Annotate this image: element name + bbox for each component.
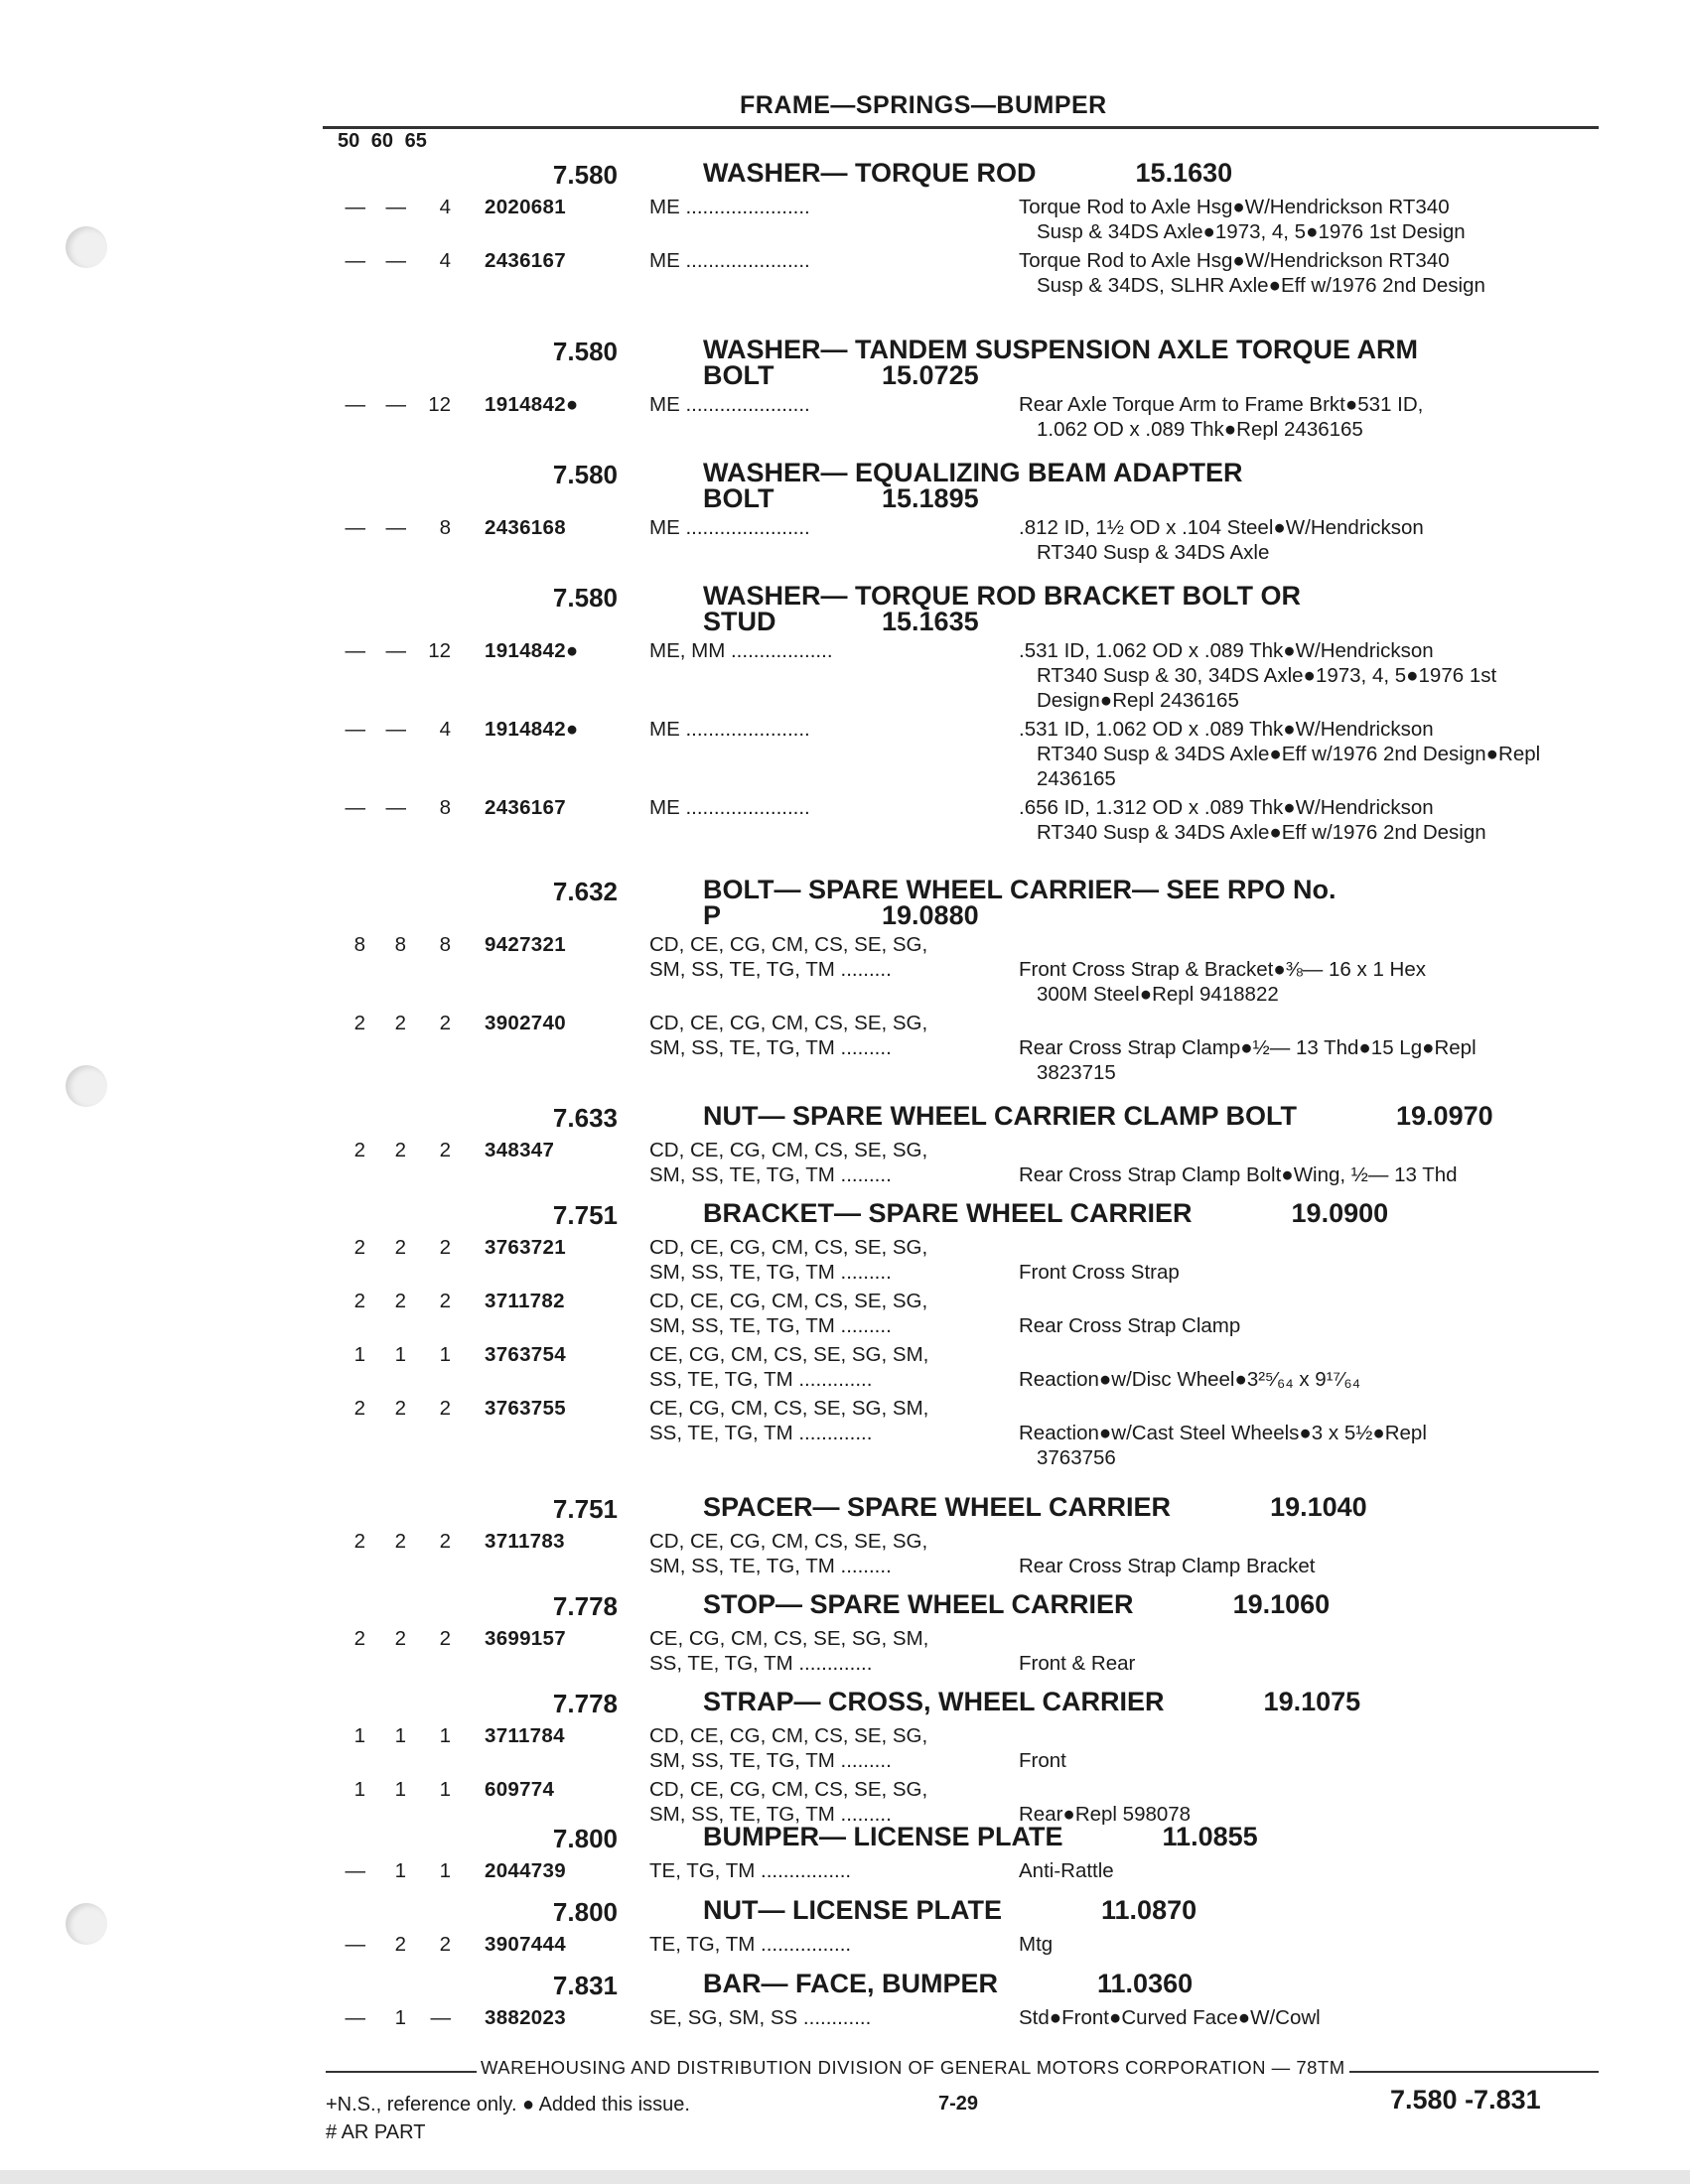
part-description: [1019, 1396, 1585, 1470]
illustration-reference: 19.1075: [1263, 1687, 1361, 1716]
part-number: 2020681: [485, 196, 566, 218]
section-title: [703, 458, 1557, 511]
illustration-reference: 19.0900: [1291, 1198, 1389, 1228]
group-number: 7.778: [552, 1689, 618, 1718]
model-codes: ME ......................: [649, 393, 810, 416]
description-line: Rear●Repl 598078: [1019, 1803, 1192, 1826]
qty-1965: —: [430, 2006, 451, 2029]
model-codes: ME ......................: [649, 249, 810, 272]
footer-rule-right: [1349, 2070, 1599, 2073]
part-row: [0, 1289, 1690, 1338]
part-number: 9427321: [485, 933, 566, 956]
group-number: 7.632: [552, 877, 618, 906]
qty-1950: —: [345, 2006, 365, 2029]
model-codes: ME, MM ..................: [649, 639, 833, 662]
model-codes: ME ......................: [649, 796, 810, 819]
qty-1960: 8: [394, 933, 406, 956]
qty-1965: 1: [439, 1859, 451, 1882]
section-heading: [0, 1822, 1690, 1854]
qty-1950: —: [345, 196, 365, 218]
part-row: [0, 195, 1690, 244]
catalog-section: [0, 454, 1690, 565]
part-number: 3711784: [485, 1724, 565, 1747]
qty-1965: 12: [428, 639, 451, 662]
part-description: [1019, 2005, 1585, 2030]
section-title: [703, 875, 1557, 928]
qty-1960: —: [385, 796, 406, 819]
qty-1960: —: [385, 639, 406, 662]
part-number: 3763754: [485, 1343, 566, 1366]
qty-1965: 2: [439, 1139, 451, 1161]
catalog-section: [0, 871, 1690, 1085]
legend-line-1: +N.S., reference only. ● Added this issue.: [326, 2094, 690, 2116]
catalog-section: [0, 1965, 1690, 2030]
legend-line-2: # AR PART: [326, 2121, 426, 2143]
group-number: 7.633: [552, 1103, 618, 1133]
qty-1960: —: [385, 393, 406, 416]
part-row: [0, 2005, 1690, 2030]
part-description: [1019, 1529, 1585, 1578]
group-number: 7.751: [552, 1200, 618, 1230]
qty-1965: 2: [439, 1627, 451, 1650]
part-number: 3763721: [485, 1236, 566, 1259]
model-codes: CD, CE, CG, CM, CS, SE, SG, SM, SS, TE, TG, TM .........: [649, 1236, 928, 1284]
model-codes: ME ......................: [649, 718, 810, 741]
part-number: 1914842●: [485, 639, 579, 662]
description-continuation: 300M Steel●Repl 9418822: [1037, 983, 1279, 1006]
qty-1950: 2: [353, 1290, 365, 1312]
section-title: [703, 1101, 1557, 1129]
section-title-text: WASHER— TORQUE ROD BRACKET BOLT OR: [703, 581, 1302, 611]
catalog-section: [0, 1683, 1690, 1827]
part-description: [1019, 795, 1585, 845]
qty-1960: 1: [394, 2006, 406, 2029]
part-row: [0, 1858, 1690, 1883]
part-description: [1019, 1011, 1585, 1085]
section-heading: [0, 1895, 1690, 1928]
catalog-section: [0, 1097, 1690, 1187]
description-continuation: RT340 Susp & 34DS Axle●Eff w/1976 2nd Design●Repl 2436165: [1037, 743, 1541, 790]
catalog-section: [0, 154, 1690, 298]
group-number: 7.580: [552, 337, 618, 366]
section-title: [703, 1198, 1557, 1226]
catalog-section: [0, 1891, 1690, 1957]
qty-1960: 1: [394, 1724, 406, 1747]
illustration-reference: 11.0855: [1162, 1822, 1258, 1851]
section-heading: [0, 1492, 1690, 1525]
description-line: Torque Rod to Axle Hsg●W/Hendrickson RT340: [1019, 249, 1450, 272]
part-description: [1019, 515, 1585, 565]
description-line: Reaction●w/Disc Wheel●3²⁵⁄₆₄ x 9¹⁷⁄₆₄: [1019, 1368, 1360, 1391]
section-title: [703, 1589, 1557, 1617]
section-title-text: WASHER— EQUALIZING BEAM ADAPTER: [703, 458, 1243, 487]
part-description: [1019, 1932, 1585, 1957]
group-number: 7.800: [552, 1824, 618, 1853]
page-title: FRAME—SPRINGS—BUMPER: [740, 91, 1107, 119]
section-title-text: BOLT— SPARE WHEEL CARRIER— SEE RPO No.: [703, 875, 1337, 904]
group-number: 7.778: [552, 1591, 618, 1621]
part-description: [1019, 195, 1585, 244]
description-continuation: 3763756: [1037, 1446, 1116, 1469]
description-continuation: 3823715: [1037, 1061, 1116, 1084]
description-line: Std●Front●Curved Face●W/Cowl: [1019, 2006, 1321, 2029]
part-description: [1019, 717, 1585, 791]
qty-1960: 2: [394, 1012, 406, 1034]
part-row: [0, 1723, 1690, 1773]
section-title: [703, 1895, 1557, 1923]
section-title-text: WASHER— TANDEM SUSPENSION AXLE TORQUE ARM: [703, 335, 1419, 364]
catalog-section: [0, 1818, 1690, 1883]
qty-1960: 2: [394, 1290, 406, 1312]
section-title-text-continued: BOLT: [703, 483, 775, 513]
part-number: 2436167: [485, 249, 566, 272]
part-description: [1019, 1342, 1585, 1392]
part-description: [1019, 1235, 1585, 1285]
section-heading: [0, 1101, 1690, 1134]
part-row: [0, 515, 1690, 565]
part-number: 2436167: [485, 796, 566, 819]
footer-division-line: [326, 2057, 1599, 2079]
description-line: Rear Cross Strap Clamp Bolt●Wing, ½— 13 Thd: [1019, 1163, 1458, 1186]
part-row: [0, 795, 1690, 845]
model-codes: TE, TG, TM ................: [649, 1859, 852, 1882]
description-continuation: RT340 Susp & 34DS Axle: [1037, 541, 1270, 564]
description-continuation: 1.062 OD x .089 Thk●Repl 2436165: [1037, 418, 1363, 441]
qty-1950: 1: [353, 1724, 365, 1747]
qty-1950: 2: [353, 1530, 365, 1553]
description-line: Front: [1019, 1749, 1066, 1772]
qty-1965: 2: [439, 1933, 451, 1956]
part-description: [1019, 932, 1585, 1007]
illustration-reference: 19.0970: [1396, 1101, 1493, 1131]
qty-1960: 1: [394, 1343, 406, 1366]
section-title-text: NUT— SPARE WHEEL CARRIER CLAMP BOLT: [703, 1101, 1298, 1131]
part-description: [1019, 392, 1585, 442]
qty-1950: 8: [353, 933, 365, 956]
qty-1950: —: [345, 1933, 365, 1956]
part-number: 2044739: [485, 1859, 566, 1882]
qty-1965: 8: [439, 933, 451, 956]
page-edge: [0, 2170, 1690, 2184]
description-line: Rear Cross Strap Clamp●½— 13 Thd●15 Lg●Repl: [1019, 1036, 1477, 1059]
qty-1965: 1: [439, 1343, 451, 1366]
part-number: 3882023: [485, 2006, 566, 2029]
section-heading: [0, 335, 1690, 388]
catalog-section: [0, 577, 1690, 845]
qty-1965: 1: [439, 1724, 451, 1747]
qty-1965: 2: [439, 1290, 451, 1312]
year-column-headers: 50 60 65: [338, 130, 427, 152]
model-codes: CE, CG, CM, CS, SE, SG, SM, SS, TE, TG, TM .............: [649, 1627, 929, 1675]
qty-1950: —: [345, 1859, 365, 1882]
illustration-reference: 15.1895: [882, 483, 979, 513]
qty-1950: —: [345, 718, 365, 741]
catalog-section: [0, 1194, 1690, 1470]
footer-legend: [326, 2091, 690, 2146]
qty-1950: 2: [353, 1012, 365, 1034]
qty-1960: 2: [394, 1627, 406, 1650]
description-line: .531 ID, 1.062 OD x .089 Thk●W/Hendrickson: [1019, 639, 1434, 662]
catalog-section: [0, 1488, 1690, 1578]
part-description: [1019, 1626, 1585, 1676]
description-line: Front & Rear: [1019, 1652, 1136, 1675]
model-codes: CD, CE, CG, CM, CS, SE, SG, SM, SS, TE, TG, TM .........: [649, 1012, 928, 1059]
section-title-text: BAR— FACE, BUMPER: [703, 1969, 999, 1998]
qty-1950: 2: [353, 1236, 365, 1259]
group-number: 7.831: [552, 1971, 618, 2000]
description-line: Mtg: [1019, 1933, 1054, 1956]
model-codes: ME ......................: [649, 196, 810, 218]
qty-1960: —: [385, 718, 406, 741]
section-title-text: STOP— SPARE WHEEL CARRIER: [703, 1589, 1134, 1619]
part-description: [1019, 1138, 1585, 1187]
section-title: [703, 1822, 1557, 1849]
qty-1960: —: [385, 196, 406, 218]
qty-1965: 2: [439, 1012, 451, 1034]
section-title: [703, 1687, 1557, 1714]
group-number: 7.800: [552, 1897, 618, 1927]
illustration-reference: 11.0360: [1097, 1969, 1194, 1998]
section-title-text: SPACER— SPARE WHEEL CARRIER: [703, 1492, 1172, 1522]
description-line: Torque Rod to Axle Hsg●W/Hendrickson RT340: [1019, 196, 1450, 218]
qty-1960: 2: [394, 1530, 406, 1553]
header-rule: [323, 126, 1599, 129]
part-number: 1914842●: [485, 718, 579, 741]
part-row: [0, 1342, 1690, 1392]
part-number: 3763755: [485, 1397, 566, 1420]
section-heading: [0, 1969, 1690, 2001]
part-row: [0, 638, 1690, 713]
part-row: [0, 1011, 1690, 1085]
part-row: [0, 932, 1690, 1007]
part-description: [1019, 638, 1585, 713]
section-title-text: BRACKET— SPARE WHEEL CARRIER: [703, 1198, 1193, 1228]
section-heading: [0, 458, 1690, 511]
part-row: [0, 1529, 1690, 1578]
model-codes: TE, TG, TM ................: [649, 1933, 852, 1956]
description-line: Anti-Rattle: [1019, 1859, 1114, 1882]
section-heading: [0, 158, 1690, 191]
footer-rule-left: [326, 2070, 477, 2073]
part-row: [0, 1626, 1690, 1676]
description-line: Front Cross Strap & Bracket●⅜— 16 x 1 Hex: [1019, 958, 1426, 981]
section-heading: [0, 1198, 1690, 1231]
part-description: [1019, 1723, 1585, 1773]
section-title-text: STRAP— CROSS, WHEEL CARRIER: [703, 1687, 1165, 1716]
group-number: 7.580: [552, 460, 618, 489]
group-number: 7.580: [552, 583, 618, 613]
qty-1960: 1: [394, 1859, 406, 1882]
description-line: .656 ID, 1.312 OD x .089 Thk●W/Hendrickson: [1019, 796, 1434, 819]
model-codes: CD, CE, CG, CM, CS, SE, SG, SM, SS, TE, TG, TM .........: [649, 1778, 928, 1826]
qty-1950: —: [345, 249, 365, 272]
section-title: [703, 158, 1557, 186]
section-title-text-continued: P: [703, 900, 722, 930]
part-row: [0, 1235, 1690, 1285]
section-title-text: NUT— LICENSE PLATE: [703, 1895, 1003, 1925]
description-continuation: Susp & 34DS Axle●1973, 4, 5●1976 1st Design: [1037, 220, 1466, 243]
part-description: [1019, 248, 1585, 298]
part-row: [0, 1932, 1690, 1957]
catalog-section: [0, 331, 1690, 442]
qty-1950: —: [345, 393, 365, 416]
qty-1965: 4: [439, 718, 451, 741]
section-heading: [0, 581, 1690, 634]
model-codes: SE, SG, SM, SS ............: [649, 2006, 872, 2029]
qty-1965: 4: [439, 249, 451, 272]
section-title: [703, 335, 1557, 388]
page-number: 7-29: [938, 2093, 979, 2115]
model-codes: CD, CE, CG, CM, CS, SE, SG, SM, SS, TE, TG, TM .........: [649, 933, 928, 981]
section-title-text-continued: BOLT: [703, 360, 775, 390]
group-range: 7.580 -7.831: [1390, 2085, 1541, 2115]
model-codes: CD, CE, CG, CM, CS, SE, SG, SM, SS, TE, TG, TM .........: [649, 1724, 928, 1772]
footer-division-text: WAREHOUSING AND DISTRIBUTION DIVISION OF GENERAL MOTORS CORPORATION — 78TM: [481, 2057, 1345, 2078]
qty-1950: 1: [353, 1343, 365, 1366]
section-title: [703, 1492, 1557, 1520]
description-continuation: RT340 Susp & 34DS Axle●Eff w/1976 2nd Design: [1037, 821, 1486, 844]
section-title-text: WASHER— TORQUE ROD: [703, 158, 1037, 188]
description-line: .531 ID, 1.062 OD x .089 Thk●W/Hendrickson: [1019, 718, 1434, 741]
qty-1960: —: [385, 516, 406, 539]
illustration-reference: 19.0880: [882, 900, 979, 930]
catalog-section: [0, 1585, 1690, 1676]
part-number: 2436168: [485, 516, 566, 539]
qty-1965: 8: [439, 796, 451, 819]
part-row: [0, 1396, 1690, 1470]
part-description: [1019, 1858, 1585, 1883]
part-row: [0, 1138, 1690, 1187]
description-line: Rear Cross Strap Clamp Bracket: [1019, 1555, 1316, 1577]
qty-1965: 2: [439, 1397, 451, 1420]
section-title: [703, 1969, 1557, 1996]
description-continuation: RT340 Susp & 30, 34DS Axle●1973, 4, 5●1976 1st Design●Repl 2436165: [1037, 664, 1497, 712]
qty-1965: 12: [428, 393, 451, 416]
model-codes: ME ......................: [649, 516, 810, 539]
part-row: [0, 248, 1690, 298]
part-number: 3902740: [485, 1012, 566, 1034]
illustration-reference: 19.1040: [1270, 1492, 1367, 1522]
description-line: Rear Axle Torque Arm to Frame Brkt●531 ID,: [1019, 393, 1424, 416]
qty-1960: 2: [394, 1933, 406, 1956]
illustration-reference: 11.0870: [1101, 1895, 1197, 1925]
qty-1960: 1: [394, 1778, 406, 1801]
section-heading: [0, 1589, 1690, 1622]
qty-1950: —: [345, 796, 365, 819]
qty-1950: 2: [353, 1139, 365, 1161]
section-title: [703, 581, 1557, 634]
group-number: 7.751: [552, 1494, 618, 1524]
section-title-text: BUMPER— LICENSE PLATE: [703, 1822, 1063, 1851]
qty-1950: 1: [353, 1778, 365, 1801]
part-number: 348347: [485, 1139, 555, 1161]
qty-1965: 2: [439, 1236, 451, 1259]
qty-1960: 2: [394, 1397, 406, 1420]
qty-1960: 2: [394, 1236, 406, 1259]
part-description: [1019, 1289, 1585, 1338]
section-title-text-continued: STUD: [703, 607, 776, 636]
qty-1950: 2: [353, 1627, 365, 1650]
section-heading: [0, 875, 1690, 928]
qty-1950: —: [345, 639, 365, 662]
qty-1960: —: [385, 249, 406, 272]
qty-1965: 2: [439, 1530, 451, 1553]
qty-1950: —: [345, 516, 365, 539]
model-codes: CD, CE, CG, CM, CS, SE, SG, SM, SS, TE, TG, TM .........: [649, 1290, 928, 1337]
group-number: 7.580: [552, 160, 618, 190]
description-continuation: Susp & 34DS, SLHR Axle●Eff w/1976 2nd Design: [1037, 274, 1485, 297]
qty-1965: 8: [439, 516, 451, 539]
part-number: 609774: [485, 1778, 555, 1801]
section-heading: [0, 1687, 1690, 1719]
qty-1965: 1: [439, 1778, 451, 1801]
part-number: 3711782: [485, 1290, 565, 1312]
illustration-reference: 15.1635: [882, 607, 979, 636]
qty-1965: 4: [439, 196, 451, 218]
illustration-reference: 19.1060: [1232, 1589, 1331, 1619]
description-line: Rear Cross Strap Clamp: [1019, 1314, 1241, 1337]
description-line: Front Cross Strap: [1019, 1261, 1180, 1284]
part-number: 3907444: [485, 1933, 566, 1956]
description-line: .812 ID, 1½ OD x .104 Steel●W/Hendrickson: [1019, 516, 1424, 539]
part-number: 1914842●: [485, 393, 579, 416]
model-codes: CE, CG, CM, CS, SE, SG, SM, SS, TE, TG, TM .............: [649, 1397, 929, 1444]
part-number: 3699157: [485, 1627, 566, 1650]
description-line: Reaction●w/Cast Steel Wheels●3 x 5½●Repl: [1019, 1422, 1427, 1444]
illustration-reference: 15.0725: [882, 360, 979, 390]
qty-1950: 2: [353, 1397, 365, 1420]
part-row: [0, 392, 1690, 442]
part-row: [0, 717, 1690, 791]
model-codes: CD, CE, CG, CM, CS, SE, SG, SM, SS, TE, TG, TM .........: [649, 1139, 928, 1186]
model-codes: CD, CE, CG, CM, CS, SE, SG, SM, SS, TE, TG, TM .........: [649, 1530, 928, 1577]
model-codes: CE, CG, CM, CS, SE, SG, SM, SS, TE, TG, TM .............: [649, 1343, 929, 1391]
illustration-reference: 15.1630: [1135, 158, 1233, 188]
qty-1960: 2: [394, 1139, 406, 1161]
part-number: 3711783: [485, 1530, 565, 1553]
